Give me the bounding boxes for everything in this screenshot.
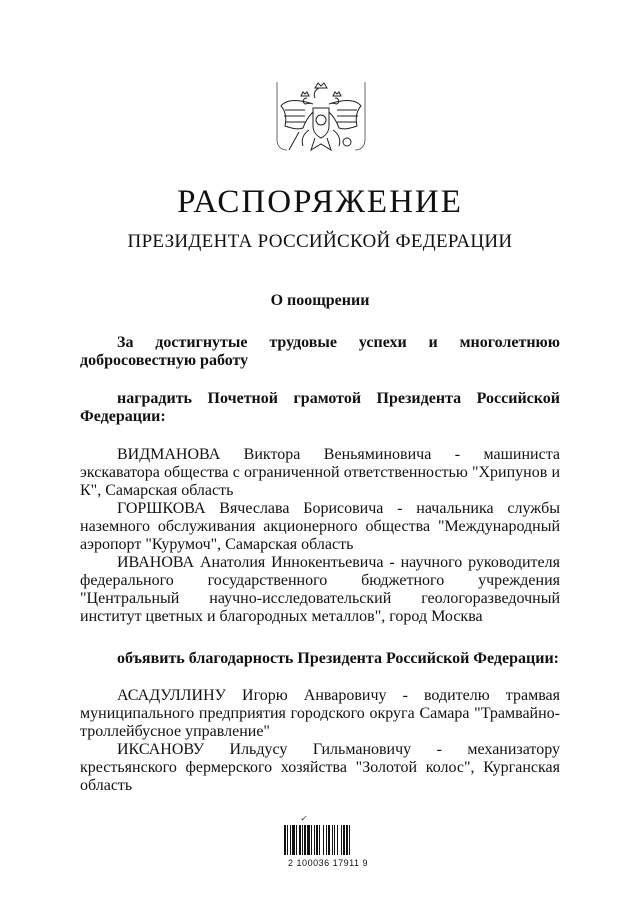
barcode: [284, 825, 368, 855]
gratitude-heading: объявить благодарность Президента Российской Федерации:: [117, 650, 559, 667]
gratitude-item: ИКСАНОВУ Ильдусу Гильмановичу - механизатору крестьянского фермерского хозяйства "Золотой колос", Курганская область: [80, 741, 560, 794]
awardee-item: ГОРШКОВА Вячеслава Борисовича - начальника службы наземного обслуживания акционерного общества "Международный аэропорт "Курумоч", Самарская область: [80, 500, 560, 553]
document-subtitle: ПРЕЗИДЕНТА РОССИЙСКОЙ ФЕДЕРАЦИИ: [127, 231, 513, 252]
barcode-number: 2 100036 17911 9: [288, 858, 368, 868]
gratitude-item: АСАДУЛЛИНУ Игорю Анваровичу - водителю трамвая муниципального предприятия городского округа Самара "Трамвайно-троллейбусное управление": [80, 687, 560, 740]
handwritten-mark: ✓: [300, 814, 307, 823]
award-heading: наградить Почетной грамотой Президента Российской Федерации:: [80, 390, 560, 425]
russian-coat-of-arms-icon: [275, 80, 367, 162]
preamble: За достигнутые трудовые успехи и многолетнюю добросовестную работу: [80, 334, 560, 369]
awardee-item: ИВАНОВА Анатолия Иннокентьевича - научного руководителя федерального государственного бюджетного учреждения "Центральный научно-исследовательский геологоразведочный институт цветных и благородных металлов", город Москва: [80, 554, 560, 625]
awardee-item: ВИДМАНОВА Виктора Веньяминовича - машиниста экскаватора общества с ограниченной ответственностью "Хрипунов и К", Самарская область: [80, 446, 560, 499]
document-subject: О поощрении: [270, 292, 370, 309]
document-title: РАСПОРЯЖЕНИЕ: [177, 184, 463, 220]
